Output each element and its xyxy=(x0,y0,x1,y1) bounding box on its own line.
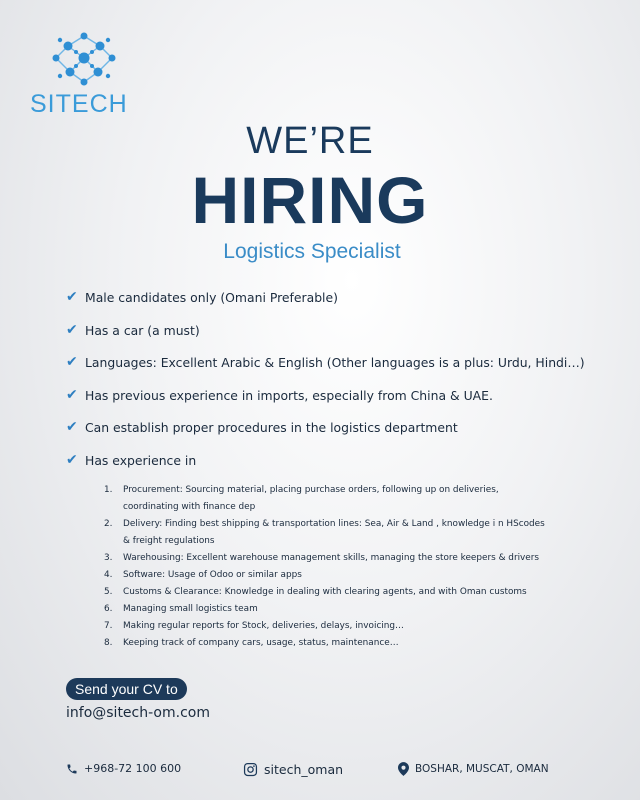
requirement-text: Has experience in xyxy=(85,452,197,468)
experience-item xyxy=(104,499,604,516)
experience-item xyxy=(104,601,604,618)
experience-item xyxy=(104,516,604,533)
experience-number: 3. xyxy=(104,553,113,563)
send-cv-badge: Send your CV to xyxy=(66,678,187,700)
experience-number: 8. xyxy=(104,638,113,648)
checkmark-icon: ✔ xyxy=(66,289,78,305)
footer-phone[interactable] xyxy=(66,762,181,775)
requirement-text: Has previous experience in imports, especially from China & UAE. xyxy=(85,387,493,403)
requirement-text: Languages: Excellent Arabic & English (Other languages is a plus: Urdu, Hindi…) xyxy=(85,355,585,370)
requirements-list xyxy=(66,290,626,485)
experience-text: Customs & Clearance: Knowledge in dealing with clearing agents, and with Oman customs xyxy=(123,587,527,597)
experience-text: Making regular reports for Stock, deliveries, delays, invoicing… xyxy=(123,621,404,631)
experience-number: 6. xyxy=(104,604,113,614)
experience-item xyxy=(104,618,604,635)
checkmark-icon: ✔ xyxy=(66,419,78,435)
requirement-text: Male candidates only (Omani Preferable) xyxy=(85,290,338,305)
experience-number: 4. xyxy=(104,570,113,580)
phone-number: +968-72 100 600 xyxy=(84,762,182,775)
experience-item xyxy=(104,584,604,601)
experience-text: Keeping track of company cars, usage, status, maintenance… xyxy=(123,638,399,648)
requirement-text: Can establish proper procedures in the logistics department xyxy=(85,420,458,435)
phone-icon xyxy=(66,763,78,775)
requirement-item xyxy=(66,388,626,421)
checkmark-icon: ✔ xyxy=(66,451,78,468)
instagram-icon xyxy=(243,762,258,777)
experience-number: 2. xyxy=(104,519,113,529)
experience-text: coordinating with finance dep xyxy=(123,502,256,512)
requirement-item xyxy=(66,453,626,486)
experience-text: Procurement: Sourcing material, placing purchase orders, following up on deliveries, xyxy=(123,485,499,495)
experience-text: Managing small logistics team xyxy=(123,604,258,614)
contact-email[interactable]: info@sitech-om.com xyxy=(66,705,210,721)
requirement-item xyxy=(66,290,626,323)
instagram-handle: sitech_oman xyxy=(264,762,344,777)
headline-hiring: HIRING xyxy=(191,163,429,237)
headline-were: WE’RE xyxy=(246,120,374,162)
experience-number: 5. xyxy=(104,587,113,597)
experience-number xyxy=(104,533,123,550)
experience-item xyxy=(104,550,604,567)
location-text: BOSHAR, MUSCAT, OMAN xyxy=(415,763,549,775)
experience-item xyxy=(104,533,604,550)
experience-item xyxy=(104,567,604,584)
checkmark-icon: ✔ xyxy=(66,386,78,403)
molecule-network-icon xyxy=(48,28,120,88)
requirement-text: Has a car (a must) xyxy=(85,322,200,338)
requirement-item xyxy=(66,323,626,356)
checkmark-icon: ✔ xyxy=(66,321,78,338)
experience-number: 7. xyxy=(104,621,113,631)
footer-instagram[interactable] xyxy=(243,762,343,777)
requirement-item xyxy=(66,420,626,453)
experience-number: 1. xyxy=(104,485,113,495)
experience-text: Software: Usage of Odoo or similar apps xyxy=(123,570,302,580)
brand-name: SITECH xyxy=(30,90,128,118)
experience-list xyxy=(104,482,604,652)
footer-location xyxy=(398,762,549,776)
location-pin-icon xyxy=(398,762,409,776)
experience-number xyxy=(104,499,123,516)
experience-item xyxy=(104,482,604,499)
checkmark-icon: ✔ xyxy=(66,354,78,370)
experience-text: & freight regulations xyxy=(123,536,215,546)
experience-text: Warehousing: Excellent warehouse management skills, managing the store keepers & drivers xyxy=(123,553,540,563)
job-title: Logistics Specialist xyxy=(223,240,401,263)
experience-text: Delivery: Finding best shipping & transportation lines: Sea, Air & Land , knowledge i n HScodes xyxy=(123,519,545,529)
experience-item xyxy=(104,635,604,652)
requirement-item xyxy=(66,355,626,388)
